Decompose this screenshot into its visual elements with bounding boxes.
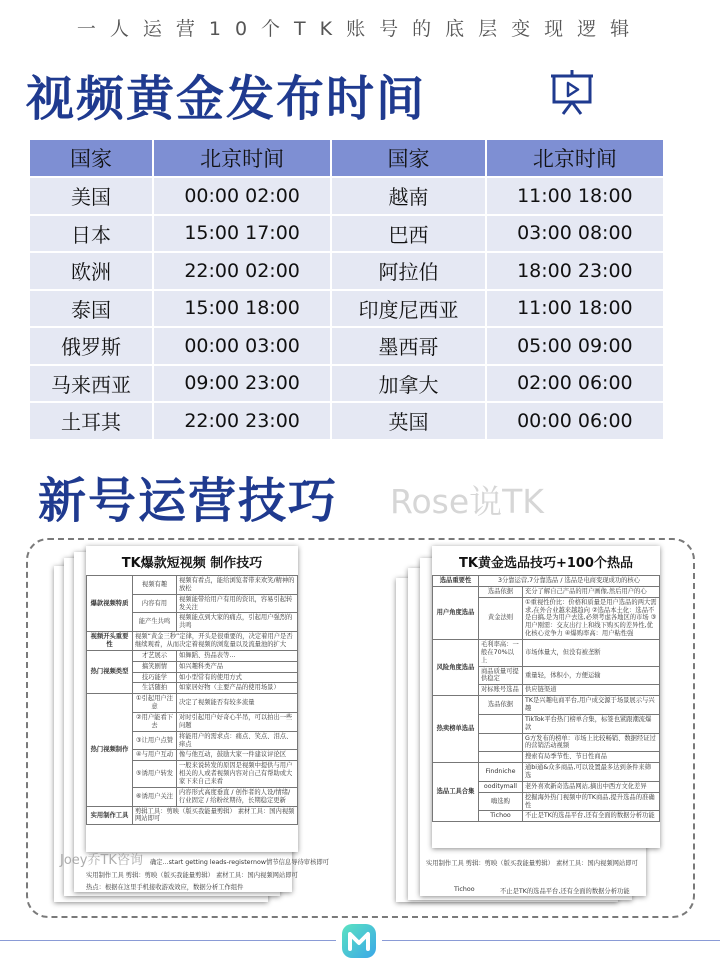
time-cell: 05:00 09:00: [487, 328, 663, 364]
doc-right-back-line: 不止是TK的选品平台,还有全面的数据分析功能: [500, 888, 630, 895]
publish-time-table: [28, 138, 665, 441]
table-row: TikTok平台热门榜单合集，标签也紧跟潮流爆款: [433, 714, 660, 733]
author-watermark: Rose说TK: [390, 482, 544, 521]
table-row: ②用户能看下去 对时引起用户好奇心半吊，可以拍出一些问题: [87, 713, 298, 732]
footer-divider-right: [382, 940, 720, 941]
time-cell: 11:00 18:00: [487, 291, 663, 327]
country-cell: 马来西亚: [30, 366, 152, 402]
country-cell: 墨西哥: [332, 328, 485, 364]
table-row: 热门视频制作 ①引起用户注意 决定了视频能否有较多流量: [87, 694, 298, 713]
country-cell: 土耳其: [30, 403, 152, 439]
consultant-watermark: Joey乔TK咨询: [60, 853, 143, 868]
header-country: 国家: [332, 140, 485, 176]
doc-right-product-selection-tips: [432, 546, 660, 848]
table-row: ⑤诱用户转发 一般来说转发的原因是视频中提供与用户相关的人或者视频内容对自己有帮助或大家下来自己来看: [87, 761, 298, 788]
country-cell: 欧洲: [30, 253, 152, 289]
doc-table: [86, 575, 298, 825]
time-cell: 09:00 23:00: [154, 366, 330, 402]
table-row: 热卖榜单选品 选品依据 TK是兴趣电商平台,用户成交源于场景展示与兴趣: [433, 696, 660, 715]
table-row: 对标账号选品 供应链渠道: [433, 685, 660, 696]
time-cell: 00:00 02:00: [154, 178, 330, 214]
tagline: 一人运营10个TK账号的底层变现逻辑: [76, 18, 644, 40]
time-cell: 00:00 03:00: [154, 328, 330, 364]
table-row: [30, 216, 663, 252]
table-row: 能产生共鸣 视频能点到大家的痛点，引起用户强烈的共鸣: [87, 613, 298, 632]
country-cell: 日本: [30, 216, 152, 252]
time-cell: 22:00 23:00: [154, 403, 330, 439]
table-row: [30, 178, 663, 214]
time-cell: 15:00 17:00: [154, 216, 330, 252]
time-cell: 02:00 06:00: [487, 366, 663, 402]
country-cell: 阿拉伯: [332, 253, 485, 289]
table-row: 热门视频类型 才艺展示 如舞蹈、热品表等...: [87, 650, 298, 661]
table-row: 内容有用 视频能带给用户有用的资讯，容易引起转发关注: [87, 594, 298, 613]
table-row: 风险角度选品 毛利率高：一般在70%以上 市场体量大，但没有被垄断: [433, 640, 660, 667]
table-row: 选品工具合集 Findniche 通bi通&众多商品,可以设置最多达到条件来筛选: [433, 763, 660, 782]
doc-left-back-line: 热点：根据在这里手机接收游戏效应，数据分析工作组件: [86, 884, 244, 891]
table-row: [30, 291, 663, 327]
table-row: Tichoo 不止是TK的选品平台,还有全面的数据分析功能: [433, 811, 660, 822]
app-logo-icon: [340, 923, 378, 959]
doc-title: TK黄金选品技巧+100个热品: [459, 556, 633, 571]
country-cell: 印度尼西亚: [332, 291, 485, 327]
header-beijing-time: 北京时间: [154, 140, 330, 176]
table-row: 用户角度选品 选品依据 充分了解自己产品的用户画像,然后用户的心: [433, 586, 660, 597]
table-row: 爆款视频特质 视频有趣 视频有看点，能给浏览者带来欢笑/精神的放松: [87, 576, 298, 595]
presentation-video-icon: [549, 70, 595, 116]
table-row: G方发布的榜单：市场上比较畅销、数据经证过的营销活动视频: [433, 733, 660, 752]
time-cell: 03:00 08:00: [487, 216, 663, 252]
doc-right-back-line: 实用制作工具 剪辑：剪映（版买我能量剪辑） 素材工具：国内视频网站即可: [426, 860, 638, 867]
country-cell: 加拿大: [332, 366, 485, 402]
table-row: 商品质量可提供稳定 重量轻，体积小，方便运输: [433, 666, 660, 685]
time-cell: 18:00 23:00: [487, 253, 663, 289]
table-header-row: [30, 140, 663, 176]
time-cell: 15:00 18:00: [154, 291, 330, 327]
table-row: 视频开头重要性 视频“黄金三秒”定律，开头是很重要的，决定着用户是否继续观看，从而决定着视频的浏览量以及流量池的扩大: [87, 632, 298, 651]
time-cell: 00:00 06:00: [487, 403, 663, 439]
doc-left-viral-video-tips: [86, 546, 298, 852]
doc-title: TK爆款短视频 制作技巧: [121, 556, 263, 571]
country-cell: 英国: [332, 403, 485, 439]
doc-right-back-line: Tichoo: [454, 886, 475, 893]
table-row: [30, 403, 663, 439]
doc-left-back-line: 实用制作工具 剪辑：剪映（版买我能量剪辑） 素材工具：国内视频网站即可: [86, 872, 298, 879]
header-beijing-time: 北京时间: [487, 140, 663, 176]
header-country: 国家: [30, 140, 152, 176]
table-row: 选品重要性 3分靠运营,7分靠选品 / 选品是电商变现成功的核心: [433, 576, 660, 587]
country-cell: 越南: [332, 178, 485, 214]
section-title-new-account-tips: 新号运营技巧: [38, 473, 339, 529]
table-row: 搞笑剧情 如兴趣科类产品: [87, 661, 298, 672]
table-row: [30, 366, 663, 402]
table-row: 生活随拍 如家居好物（主要产品的使用场景）: [87, 683, 298, 694]
table-row: ⑥诱用户关注 内容形式高度垂直 / 创作者的人设/情绪/行业固定 / 给粉丝期待，长期稳定更新: [87, 787, 298, 806]
table-row: [30, 328, 663, 364]
table-row: 技巧能学 如小型常有的使用方式: [87, 672, 298, 683]
doc-left-back-line: 确定...start getting leads-registernow情节信息导待审核即可: [150, 859, 329, 866]
table-row: 实用制作工具 剪辑工具：剪映（版买我能量剪辑） 素材工具：国内视频网站即可: [87, 806, 298, 825]
time-cell: 11:00 18:00: [487, 178, 663, 214]
country-cell: 俄罗斯: [30, 328, 152, 364]
footer-divider-left: [0, 940, 336, 941]
table-row: ④与用户互动 像与他互动，鼓励大家一件建议评论区: [87, 750, 298, 761]
table-row: [30, 253, 663, 289]
time-cell: 22:00 02:00: [154, 253, 330, 289]
doc-table: [432, 575, 660, 822]
country-cell: 泰国: [30, 291, 152, 327]
table-row: 嗨选购 挖掘海外热门视频中的TK商品,提升选品的准确性: [433, 792, 660, 811]
country-cell: 美国: [30, 178, 152, 214]
section-title-publish-time: 视频黄金发布时间: [26, 71, 427, 127]
table-row: 搜索有局季节性、节日性商品: [433, 752, 660, 763]
table-row: ③让用户点赞 将能用户的需求点：痛点、笑点、泪点、痒点: [87, 731, 298, 750]
table-row: 黄金法则 ①重视性价比：价格和质量是用户选品的两大需求,在外合业越来越趋向 ②选品本土化：选品不是白搞,是为用户去选,必须考虑各地区的市场 ③用户刚需：交友出行上和线下购买的差异性,优化核心竞争力 ④爆购率高：用户粘性强: [433, 597, 660, 639]
country-cell: 巴西: [332, 216, 485, 252]
table-row: ooditymall 老外喜欢新奇选品网站,摘出中西方文化差异: [433, 781, 660, 792]
